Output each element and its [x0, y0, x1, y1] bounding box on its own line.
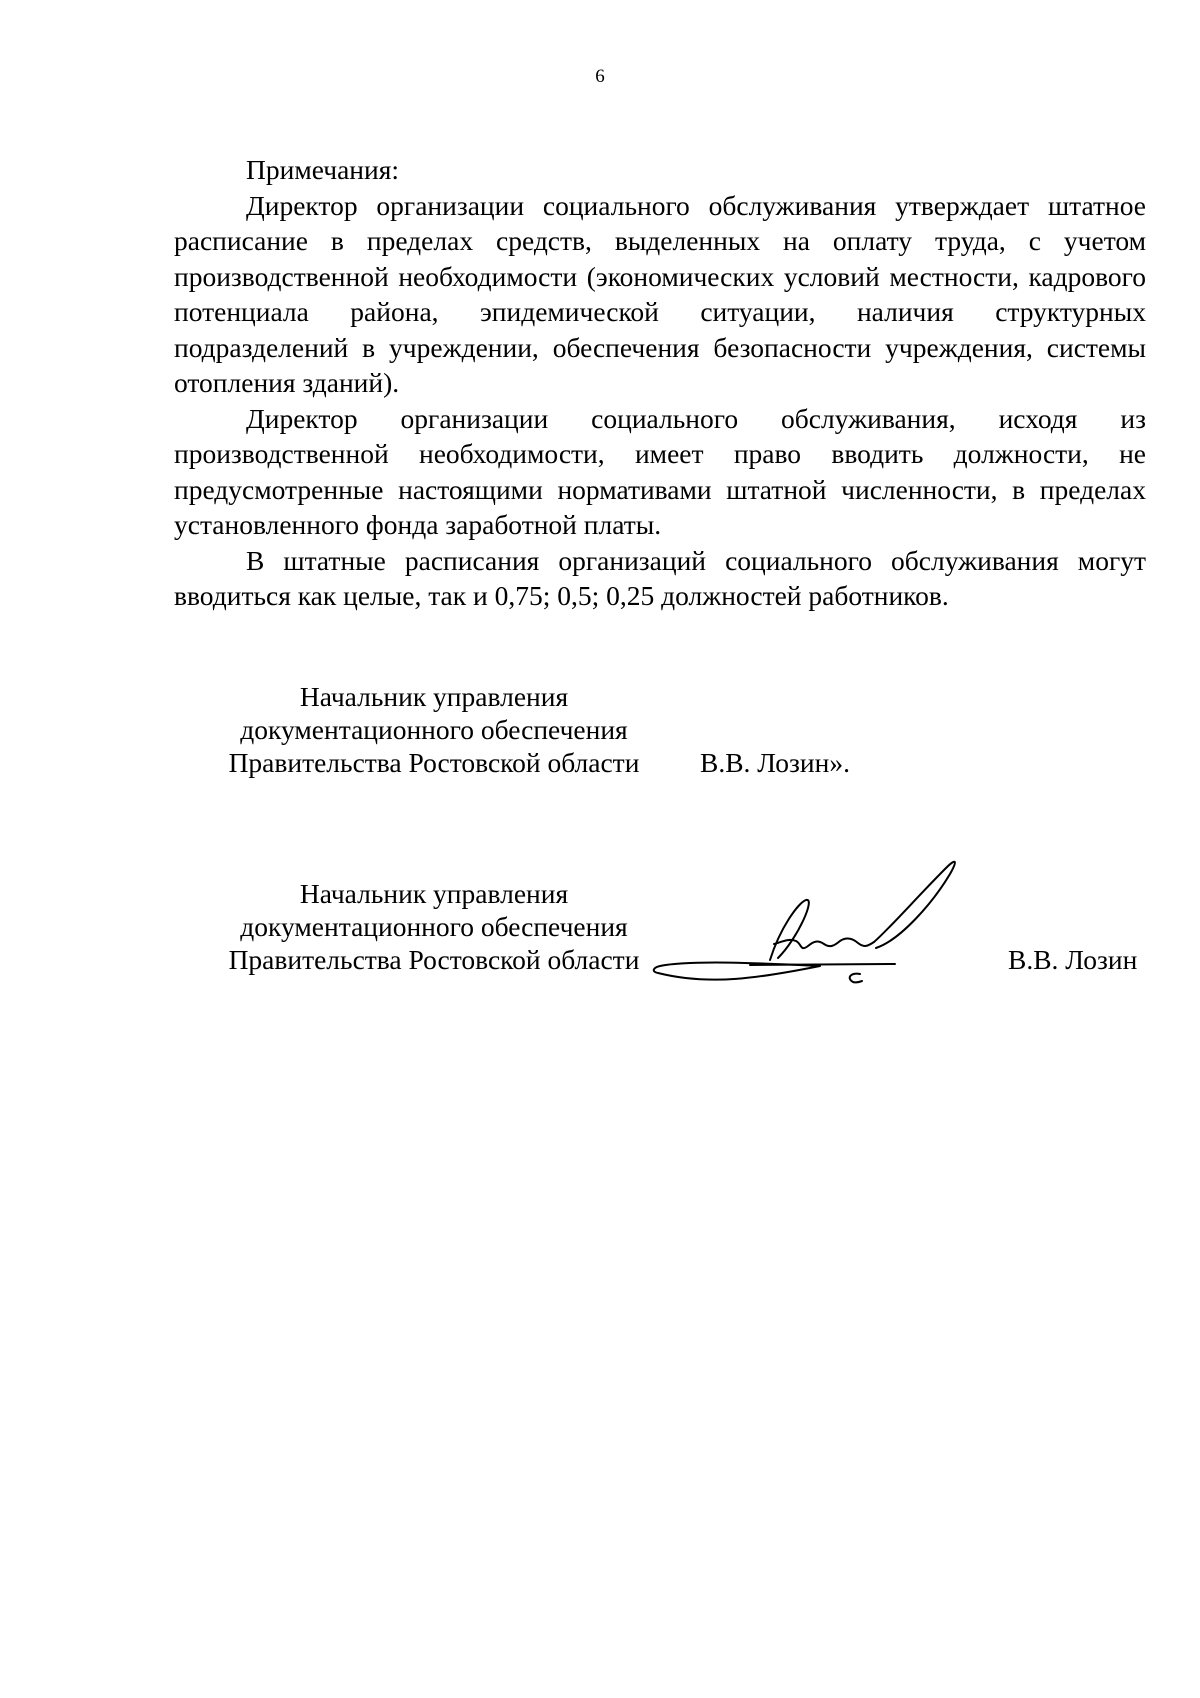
signatory-name: В.В. Лозин	[1008, 944, 1138, 975]
handwritten-signature-icon	[650, 848, 990, 998]
signatory-title-line: Правительства Ростовской области	[228, 747, 640, 778]
signatory-name: В.В. Лозин».	[700, 747, 850, 778]
signatory-title	[174, 680, 694, 779]
note-paragraph-3: В штатные расписания организаций социального обслуживания могут вводиться как целые, так и 0,75; 0,5; 0,25 должностей работников.	[174, 544, 1146, 611]
notes-section	[174, 152, 1146, 614]
page-number: 6	[595, 66, 605, 87]
signatory-title-line: документационного обеспечения	[240, 911, 628, 942]
signatory-title-line: Начальник управления	[299, 681, 569, 712]
signatory-title-line: Правительства Ростовской области	[228, 944, 640, 975]
quoted-signature-block	[174, 680, 850, 779]
notes-heading: Примечания:	[246, 154, 400, 185]
signatory-title	[174, 877, 694, 976]
signatory-title-line: Начальник управления	[299, 878, 569, 909]
note-paragraph-1: Директор организации социального обслуживания утверждает штатное расписание в пределах средств, выделенных на оплату труда, с учетом производственной необходимости (экономических условий местности, кадрового потенциала района, эпидемической ситуации, наличия структурных подразделений в учреждении, обеспечения безопасности учреждения, системы отопления зданий).	[174, 189, 1146, 398]
signatory-title-line: документационного обеспечения	[240, 714, 628, 745]
final-signature-block	[174, 877, 1138, 976]
note-paragraph-2: Директор организации социального обслуживания, исходя из производственной необходимости, имеет право вводить должности, не предусмотренные настоящими нормативами штатной численности, в пределах установленного фонда заработной платы.	[174, 402, 1146, 540]
